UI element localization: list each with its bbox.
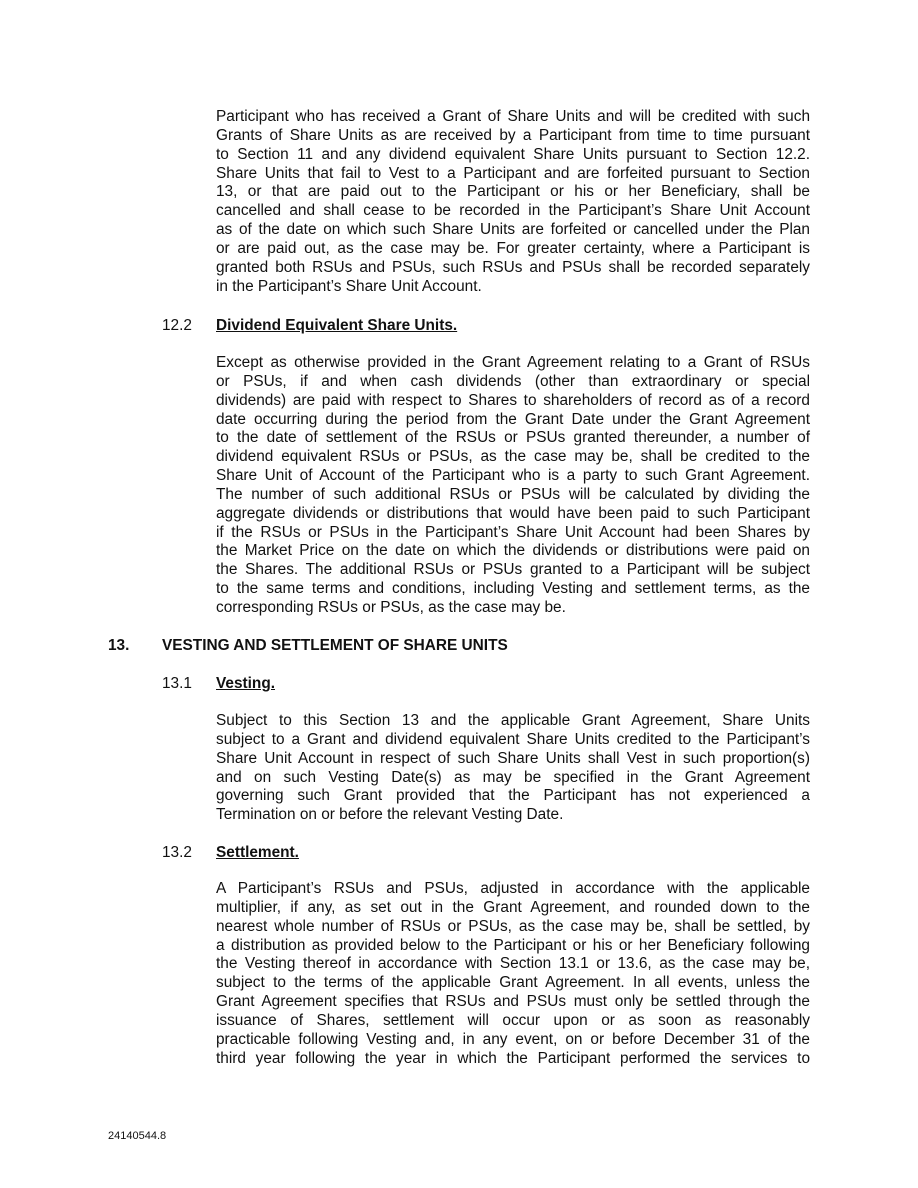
text-line: or are paid out, as the case may be. For greater certainty, where a Participant is	[216, 239, 810, 257]
text-line: multiplier, if any, as set out in the Grant Agreement, and rounded down to the	[216, 898, 810, 916]
text-line: issuance of Shares, settlement will occur upon or as soon as reasonably	[216, 1011, 810, 1029]
text-line: Termination on or before the relevant Vesting Date.	[216, 806, 564, 824]
section-number-13-1: 13.1	[162, 675, 192, 692]
text-line: cancelled and shall cease to be recorded in the Participant’s Share Unit Account	[216, 202, 810, 220]
section-number-13: 13.	[108, 637, 130, 654]
document-id-footer: 24140544.8	[108, 1130, 167, 1142]
text-line: governing such Grant provided that the Participant has not experienced a	[216, 787, 810, 805]
text-line: the Market Price on the date on which the dividends or distributions were paid on	[216, 542, 810, 560]
paragraph-dividend-equivalent	[216, 354, 810, 618]
text-line: to the same terms and conditions, including Vesting and settlement terms, as the	[216, 580, 810, 598]
text-line: or PSUs, if and when cash dividends (other than extraordinary or special	[216, 372, 810, 390]
text-line: granted both RSUs and PSUs, such RSUs and PSUs shall be recorded separately	[216, 258, 810, 276]
text-line: dividend equivalent RSUs or PSUs, as the case may be, shall be credited to the	[216, 448, 810, 466]
heading-settlement: Settlement.	[216, 844, 299, 861]
text-line: Participant who has received a Grant of Share Units and will be credited with such	[216, 108, 810, 125]
text-line: Subject to this Section 13 and the applicable Grant Agreement, Share Units	[216, 712, 810, 729]
text-line: the Vesting thereof in accordance with Section 13.1 or 13.6, as the case may be,	[216, 955, 810, 973]
section-number-13-2: 13.2	[162, 844, 192, 861]
text-line: as of the date on which such Share Units are forfeited or cancelled under the Plan	[216, 221, 810, 239]
text-line: date occurring during the period from the Grant Date under the Grant Agreement	[216, 410, 810, 428]
text-line: A Participant’s RSUs and PSUs, adjusted in accordance with the applicable	[216, 880, 810, 897]
text-line: aggregate dividends or distributions that would have been paid to such Participant	[216, 504, 810, 522]
text-line: Share Unit Account in respect of such Share Units shall Vest in such proportion(s)	[216, 749, 810, 767]
paragraph-vesting	[216, 712, 810, 825]
text-line: Grants of Share Units as are received by a Participant from time to time pursuant	[216, 126, 810, 144]
text-line: subject to a Grant and dividend equivalent Share Units credited to the Participant’s	[216, 730, 810, 748]
section-number-12-2: 12.2	[162, 317, 192, 334]
text-line: a distribution as provided below to the Participant or his or her Beneficiary following	[216, 936, 810, 954]
text-line: and on such Vesting Date(s) as may be specified in the Grant Agreement	[216, 768, 810, 786]
text-line: nearest whole number of RSUs or PSUs, as the case may be, shall be settled, by	[216, 917, 810, 935]
text-line: The number of such additional RSUs or PSUs will be calculated by dividing the	[216, 485, 810, 503]
heading-dividend-equivalent: Dividend Equivalent Share Units.	[216, 317, 458, 334]
heading-vesting-settlement: VESTING AND SETTLEMENT OF SHARE UNITS	[162, 637, 508, 654]
text-line: Grant Agreement specifies that RSUs and PSUs must only be settled through the	[216, 993, 810, 1011]
text-line: third year following the year in which the Participant performed the services to	[216, 1049, 810, 1067]
heading-vesting: Vesting.	[216, 675, 276, 692]
text-line: corresponding RSUs or PSUs, as the case may be.	[216, 598, 566, 616]
paragraph-share-unit-account	[216, 108, 810, 296]
text-line: to the date of settlement of the RSUs or PSUs granted thereunder, a number of	[216, 429, 810, 447]
text-line: Share Unit of Account of the Participant who is a party to such Grant Agreement.	[216, 467, 810, 485]
paragraph-settlement	[216, 880, 810, 1068]
text-line: Except as otherwise provided in the Grant Agreement relating to a Grant of RSUs	[216, 354, 810, 371]
text-line: dividends) are paid with respect to Shares to shareholders of record as of a record	[216, 391, 810, 409]
text-line: practicable following Vesting and, in any event, on or before December 31 of the	[216, 1030, 810, 1048]
text-line: subject to the terms of the applicable Grant Agreement. In all events, unless the	[216, 974, 810, 992]
text-line: the Shares. The additional RSUs or PSUs granted to a Participant will be subject	[216, 561, 810, 579]
text-line: Share Units that fail to Vest to a Participant and are forfeited pursuant to Section	[216, 164, 810, 182]
text-line: if the RSUs or PSUs in the Participant’s Share Unit Account had been Shares by	[216, 523, 810, 541]
text-line: in the Participant’s Share Unit Account.	[216, 277, 482, 295]
text-line: 13, or that are paid out to the Participant or his or her Beneficiary, shall be	[216, 183, 810, 201]
text-line: to Section 11 and any dividend equivalent Share Units pursuant to Section 12.2.	[216, 145, 810, 163]
